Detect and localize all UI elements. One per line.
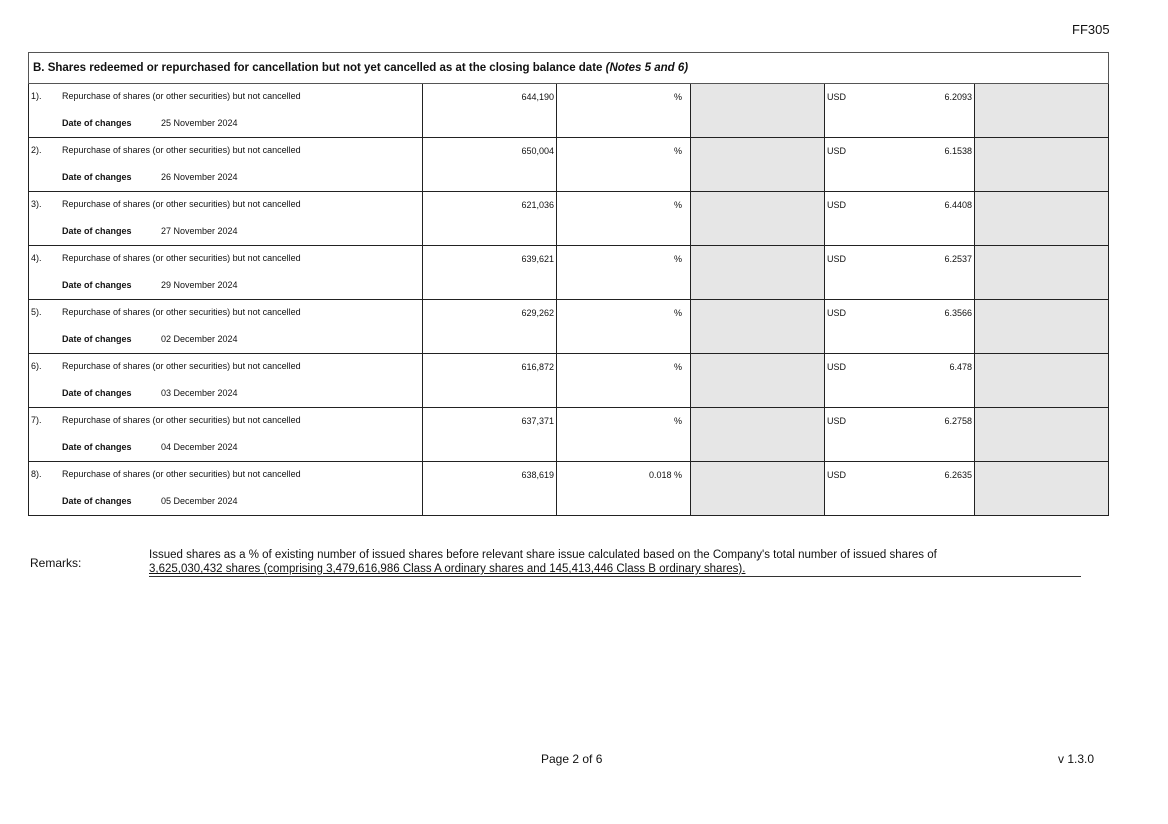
date-label: Date of changes (62, 172, 132, 182)
date-label: Date of changes (62, 280, 132, 290)
row-number: 8). (31, 469, 42, 479)
shares-value: 638,619 (521, 470, 554, 480)
remarks-label: Remarks: (30, 556, 82, 570)
shares-value: 650,004 (521, 146, 554, 156)
percent-cell (557, 462, 691, 516)
price-cell (825, 192, 975, 246)
percent-value: % (673, 308, 682, 318)
shares-value: 629,262 (521, 308, 554, 318)
row-description: Repurchase of shares (or other securities) but not cancelled (62, 415, 301, 425)
empty-grey-cell (975, 138, 1109, 192)
empty-grey-cell (975, 462, 1109, 516)
row-description: Repurchase of shares (or other securities) but not cancelled (62, 91, 301, 101)
section-notes: (Notes 5 and 6) (605, 62, 689, 74)
shares-value: 621,036 (521, 200, 554, 210)
row-number: 2). (31, 145, 42, 155)
percent-cell (557, 192, 691, 246)
date-value: 29 November 2024 (161, 280, 238, 290)
date-value: 02 December 2024 (161, 334, 238, 344)
shares-cell (423, 408, 557, 462)
percent-cell (557, 246, 691, 300)
date-label: Date of changes (62, 442, 132, 452)
remarks-text (149, 548, 1081, 577)
shares-cell (423, 138, 557, 192)
section-title (29, 53, 1109, 84)
price-value: 6.4408 (944, 200, 972, 210)
desc-cell (29, 84, 423, 138)
section-title-text: B. Shares redeemed or repurchased for cancellation but not yet cancelled as at the closing balance date (33, 62, 603, 74)
percent-cell (557, 138, 691, 192)
empty-grey-cell (691, 138, 825, 192)
currency: USD (827, 470, 847, 480)
price-cell (825, 462, 975, 516)
price-cell (825, 408, 975, 462)
price-value: 6.2537 (944, 254, 972, 264)
currency: USD (827, 146, 847, 156)
row-number: 5). (31, 307, 42, 317)
empty-grey-cell (691, 192, 825, 246)
table-row (29, 300, 1109, 354)
empty-grey-cell (975, 408, 1109, 462)
percent-value: % (673, 200, 682, 210)
table-row (29, 192, 1109, 246)
currency: USD (827, 92, 847, 102)
date-value: 05 December 2024 (161, 496, 238, 506)
row-description: Repurchase of shares (or other securities) but not cancelled (62, 469, 301, 479)
page-number: Page 2 of 6 (541, 752, 603, 766)
empty-grey-cell (691, 246, 825, 300)
price-value: 6.2635 (944, 470, 972, 480)
row-description: Repurchase of shares (or other securities) but not cancelled (62, 361, 301, 371)
currency: USD (827, 362, 847, 372)
table-row (29, 354, 1109, 408)
price-value: 6.2758 (944, 416, 972, 426)
date-value: 27 November 2024 (161, 226, 238, 236)
shares-value: 639,621 (521, 254, 554, 264)
shares-cell (423, 354, 557, 408)
price-cell (825, 354, 975, 408)
percent-cell (557, 408, 691, 462)
row-description: Repurchase of shares (or other securities) but not cancelled (62, 145, 301, 155)
empty-grey-cell (691, 354, 825, 408)
empty-grey-cell (975, 354, 1109, 408)
shares-value: 644,190 (521, 92, 554, 102)
price-value: 6.1538 (944, 146, 972, 156)
date-value: 25 November 2024 (161, 118, 238, 128)
date-value: 26 November 2024 (161, 172, 238, 182)
percent-value: % (673, 92, 682, 102)
price-value: 6.478 (949, 362, 972, 372)
percent-value: % (673, 254, 682, 264)
desc-cell (29, 462, 423, 516)
shares-value: 637,371 (521, 416, 554, 426)
shares-cell (423, 192, 557, 246)
shares-cell (423, 84, 557, 138)
empty-grey-cell (975, 84, 1109, 138)
percent-value: % (673, 362, 682, 372)
shares-cell (423, 300, 557, 354)
table-row (29, 462, 1109, 516)
row-number: 4). (31, 253, 42, 263)
percent-cell (557, 300, 691, 354)
date-label: Date of changes (62, 496, 132, 506)
price-cell (825, 300, 975, 354)
row-number: 3). (31, 199, 42, 209)
row-description: Repurchase of shares (or other securities) but not cancelled (62, 253, 301, 263)
date-label: Date of changes (62, 388, 132, 398)
desc-cell (29, 246, 423, 300)
empty-grey-cell (975, 192, 1109, 246)
version: v 1.3.0 (1058, 752, 1095, 766)
percent-cell (557, 354, 691, 408)
row-number: 1). (31, 91, 42, 101)
price-value: 6.2093 (944, 92, 972, 102)
shares-cell (423, 246, 557, 300)
percent-cell (557, 84, 691, 138)
currency: USD (827, 254, 847, 264)
empty-grey-cell (975, 246, 1109, 300)
price-cell (825, 138, 975, 192)
percent-value: 0.018 % (648, 470, 682, 480)
table-row (29, 138, 1109, 192)
empty-grey-cell (691, 408, 825, 462)
currency: USD (827, 416, 847, 426)
table-row (29, 84, 1109, 138)
table-row (29, 246, 1109, 300)
date-value: 03 December 2024 (161, 388, 238, 398)
price-cell (825, 84, 975, 138)
currency: USD (827, 308, 847, 318)
date-label: Date of changes (62, 226, 132, 236)
date-label: Date of changes (62, 334, 132, 344)
desc-cell (29, 300, 423, 354)
row-number: 6). (31, 361, 42, 371)
remarks-line-2: 3,625,030,432 shares (comprising 3,479,616,986 Class A ordinary shares and 145,413,446 Class B ordinary shares). (149, 563, 746, 575)
desc-cell (29, 138, 423, 192)
desc-cell (29, 192, 423, 246)
date-value: 04 December 2024 (161, 442, 238, 452)
percent-value: % (673, 146, 682, 156)
empty-grey-cell (691, 84, 825, 138)
row-description: Repurchase of shares (or other securities) but not cancelled (62, 199, 301, 209)
empty-grey-cell (975, 300, 1109, 354)
repurchase-table (28, 52, 1109, 516)
percent-value: % (673, 416, 682, 426)
currency: USD (827, 200, 847, 210)
row-description: Repurchase of shares (or other securities) but not cancelled (62, 307, 301, 317)
table-row (29, 408, 1109, 462)
shares-value: 616,872 (521, 362, 554, 372)
empty-grey-cell (691, 462, 825, 516)
desc-cell (29, 354, 423, 408)
row-number: 7). (31, 415, 42, 425)
price-value: 6.3566 (944, 308, 972, 318)
date-label: Date of changes (62, 118, 132, 128)
price-cell (825, 246, 975, 300)
empty-grey-cell (691, 300, 825, 354)
shares-cell (423, 462, 557, 516)
remarks-line-1: Issued shares as a % of existing number of issued shares before relevant share issue calculated based on the Company's total number of issued shares of (149, 549, 937, 561)
desc-cell (29, 408, 423, 462)
form-code: FF305 (1072, 22, 1110, 37)
